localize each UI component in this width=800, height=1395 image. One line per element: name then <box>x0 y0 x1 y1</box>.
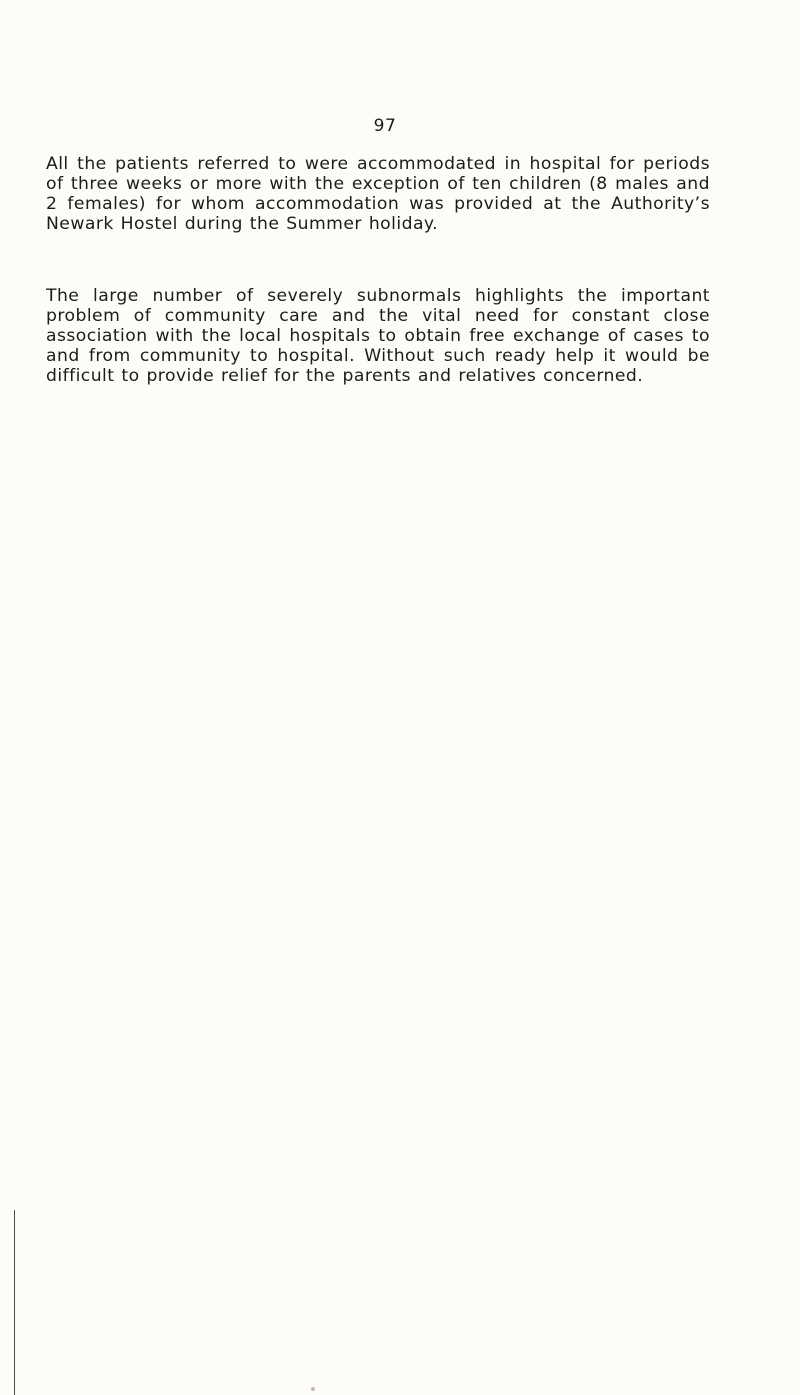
paragraph-accommodation: All the patients referred to were accommodated in hospital for periods of three weeks or more with the exception of ten children (8 males and 2 females) for whom accommodation was provided at the Authority’s Newark Hostel during the Summer holiday. <box>46 154 710 234</box>
paragraph-community-care: The large number of severely subnormals highlights the important problem of community care and the vital need for constant close association with the local hospitals to obtain free exchange of cases to and from community to hospital. Without such ready help it would be difficult to provide relief for the parents and relatives concerned. <box>46 286 710 386</box>
paper-speck <box>311 1387 315 1391</box>
page-edge-line <box>14 1210 15 1395</box>
page-number: 97 <box>373 116 397 136</box>
